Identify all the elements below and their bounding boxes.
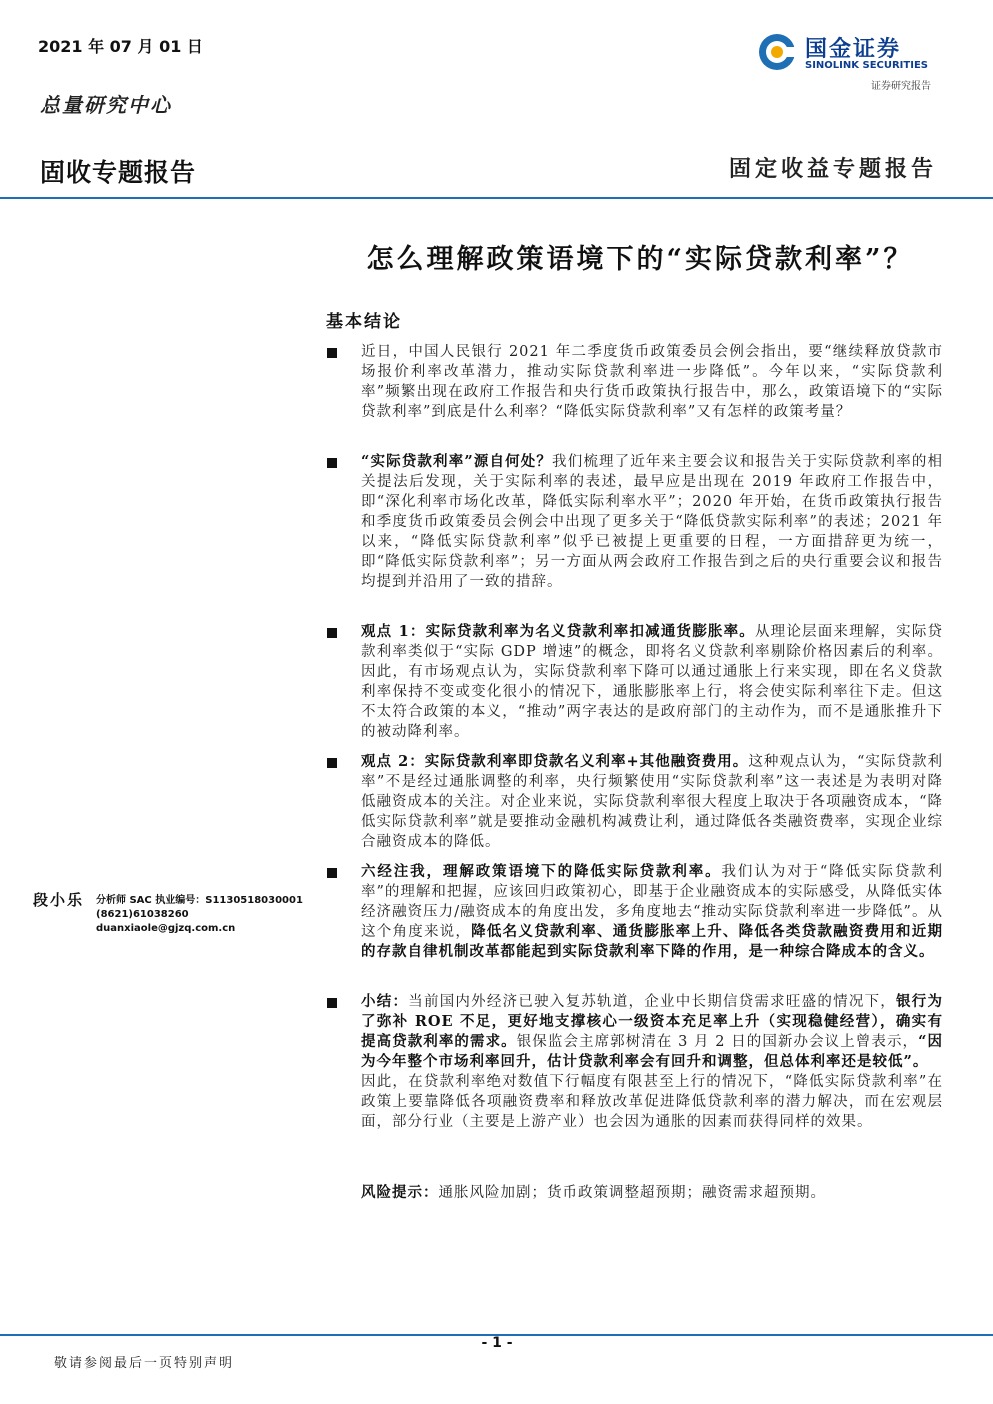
section-heading: 基本结论 xyxy=(326,312,402,332)
bullet-text-2: 银保监会主席郭树清在 3 月 2 日的国新办会议上曾表示， xyxy=(516,1034,919,1050)
bullet-text: 我们认为对于“降低实际贷款利率”的理解和把握，应该回归政策初心，即基于企业融资成本的实际感受，从降低实体经济融资压力/融资成本的角度出发，多角度地去“推动实际贷款利率进一步降低”。从这个角度来说， xyxy=(361,864,944,940)
header-divider xyxy=(0,197,993,199)
bullet-text: 当前国内外经济已驶入复苏轨道，企业中长期信贷需求旺盛的情况下， xyxy=(408,994,897,1010)
bullet-paragraph-2 xyxy=(361,452,943,592)
bullet-text: 从理论层面来理解，实际贷款利率类似于“实际 GDP 增速”的概念，即将名义贷款利率剔除价格因素后的利率。因此，有市场观点认为，实际贷款利率下降可以通过通胀上行来实现，即在名义贷款利率保持不变或变化很小的情况下，通胀膨胀率上行，将会使实际利率往下走。但这不太符合政策的本义，“推动”两字表达的是政府部门的主动作为，而不是通胀推升下的被动降利率。 xyxy=(361,624,944,740)
bullet-marker xyxy=(327,628,337,638)
bullet-bold-tail: 降低名义贷款利率、通货膨胀率上升、降低各类贷款融资费用和近期的存款自律机制改革都能起到实际贷款利率下降的作用，是一种综合降成本的含义。 xyxy=(361,923,944,960)
logo-en-text: SINOLINK SECURITIES xyxy=(805,60,928,71)
analyst-info xyxy=(96,894,303,936)
bullet-bold-lead: “实际贷款利率”源自何处？ xyxy=(361,453,553,470)
bullet-marker xyxy=(327,758,337,768)
logo-emblem-icon xyxy=(757,32,797,72)
logo-cn-text: 国金证券 xyxy=(805,37,902,62)
bullet-text-3: 因此，在贷款利率绝对数值下行幅度有限甚至上行的情况下，“降低实际贷款利率”在政策上要靠降低各项融资费率和释放改革促进降低贷款利率的潜力解决，而在宏观层面，部分行业（主要是上游产业）也会因为通胀的因素而获得同样的效果。 xyxy=(361,1074,943,1130)
research-center: 总量研究中心 xyxy=(40,93,172,117)
bullet-text: 我们梳理了近年来主要会议和报告关于实际贷款利率的相关提法后发现，关于实际利率的表述，最早应是出现在 2019 年政府工作报告中，即“深化利率市场化改革，降低实际利率水平”；2020 年开始，在货币政策执行报告和季度货币政策委员会例会中出现了更多关于“降低贷款实际利率”的表述；2021 年以来，“降低实际贷款利率”似乎已被提上更重要的日程，一方面措辞更为统一，即“降低实际贷款利率”；另一方面从两会政府工作报告到之后的央行重要会议和报告均提到并沿用了一致的措辞。 xyxy=(361,454,943,590)
analyst-email[interactable]: duanxiaole@gjzq.com.cn xyxy=(96,923,236,934)
analyst-sac: 分析师 SAC 执业编号：S1130518030001 xyxy=(96,895,303,906)
bullet-bold-lead: 小结： xyxy=(361,993,409,1010)
analyst-name: 段小乐 xyxy=(33,891,85,909)
risk-text: 通胀风险加剧；货币政策调整超预期；融资需求超预期。 xyxy=(438,1185,826,1201)
bullet-paragraph-5 xyxy=(361,862,943,962)
report-date: 2021 年 07 月 01 日 xyxy=(38,37,203,56)
bullet-marker xyxy=(327,998,337,1008)
bullet-bold-lead: 观点 2：实际贷款利率即贷款名义利率+其他融资费用。 xyxy=(361,753,749,770)
bullet-paragraph-1 xyxy=(361,342,943,422)
risk-label: 风险提示： xyxy=(361,1184,439,1201)
footer-disclaimer: 敬请参阅最后一页特别声明 xyxy=(54,1356,235,1371)
bullet-bold-lead: 六经注我，理解政策语境下的降低实际贷款利率。 xyxy=(361,863,722,880)
report-type-left: 固收专题报告 xyxy=(40,158,197,187)
bullet-bold-lead: 观点 1：实际贷款利率为名义贷款利率扣减通货膨胀率。 xyxy=(361,623,755,640)
bullet-text: 近日，中国人民银行 2021 年二季度货币政策委员会例会指出，要“继续释放贷款市场报价利率改革潜力，推动实际贷款利率进一步降低”。今年以来，“实际贷款利率”频繁出现在政府工作报告和央行货币政策执行报告中，那么，政策语境下的“实际贷款利率”到底是什么利率？“降低实际贷款利率”又有怎样的政策考量？ xyxy=(361,344,943,420)
company-logo xyxy=(757,30,947,90)
bullet-bold-quote: “因为今年整个市场利率回升，估计贷款利率会有回升和调整，但总体利率还是较低”。 xyxy=(361,1033,944,1070)
bullet-text: 这种观点认为，“实际贷款利率”不是经过通胀调整的利率，央行频繁使用“实际贷款利率”这一表述是为表明对降低融资成本的关注。对企业来说，实际贷款利率很大程度上取决于各项融资成本，“降低实际贷款利率”就是要推动金融机构减费让利，通过降低各类融资费率，实现企业综合融资成本的降低。 xyxy=(361,754,943,850)
bullet-paragraph-6 xyxy=(361,992,943,1132)
bullet-marker xyxy=(327,868,337,878)
bullet-marker xyxy=(327,458,337,468)
logo-subtitle: 证券研究报告 xyxy=(871,81,931,92)
report-type-right: 固定收益专题报告 xyxy=(728,156,937,182)
bullet-marker xyxy=(327,348,337,358)
analyst-phone: (8621)61038260 xyxy=(96,909,189,920)
bullet-paragraph-3 xyxy=(361,622,943,742)
report-title: 怎么理解政策语境下的“实际贷款利率”？ xyxy=(366,244,914,275)
risk-note xyxy=(361,1183,943,1203)
bullet-paragraph-4 xyxy=(361,752,943,852)
bullet-bold-mid: 银行为了弥补 ROE 不足，更好地支撑核心一级资本充足率上升（实现稳健经营），确实有提高贷款利率的需求。 xyxy=(361,993,944,1050)
page-number: - 1 - xyxy=(481,1335,513,1351)
